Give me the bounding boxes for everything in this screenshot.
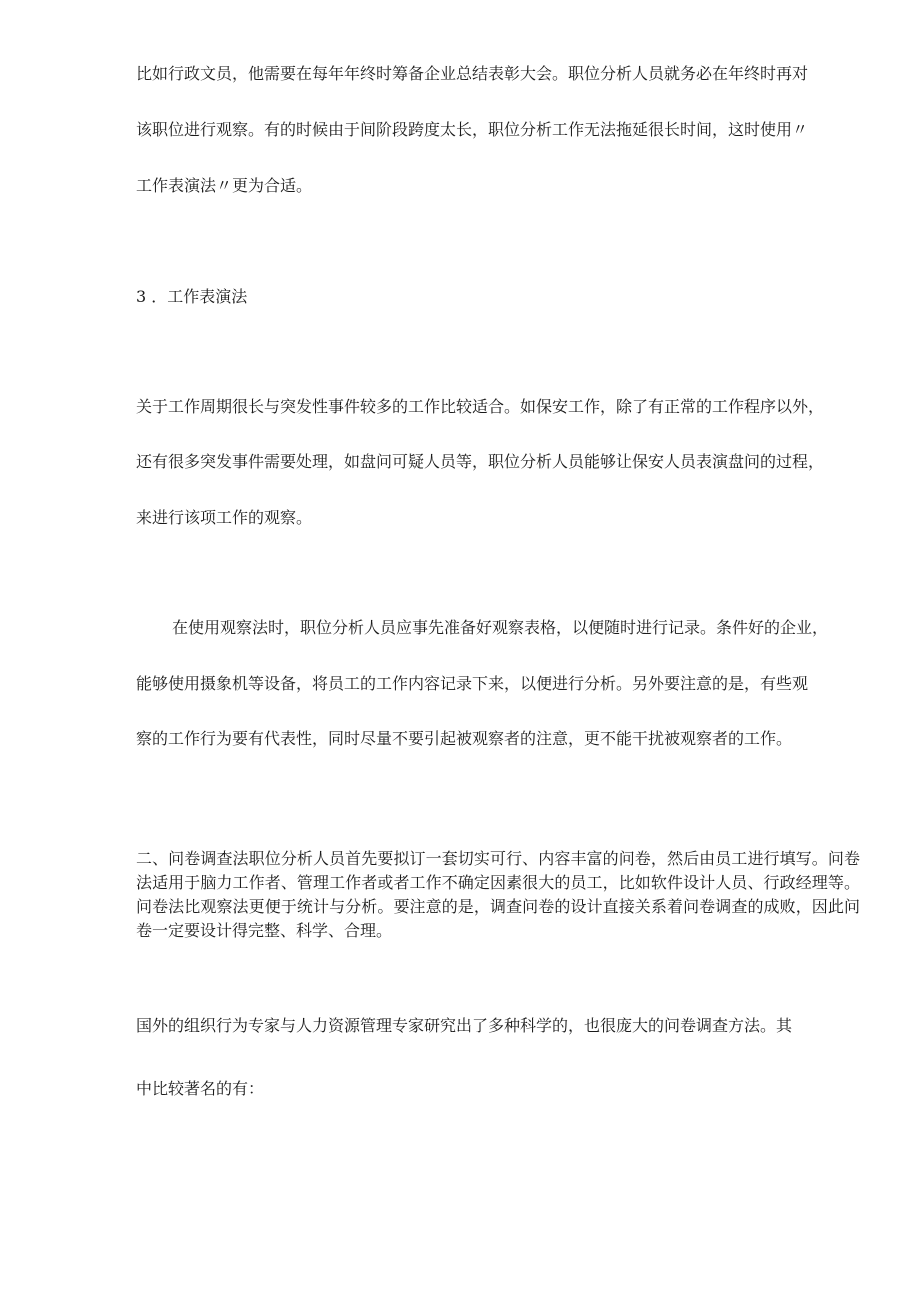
paragraph-3-line-1: 在使用观察法时，职位分析人员应事先准备好观察表格，以便随时进行记录。条件好的企业， [172, 618, 829, 637]
section-heading-3: 3 ．工作表演法 [136, 287, 248, 306]
paragraph-1-line-1: 比如行政文员，他需要在每年年终时筹备企业总结表彰大会。职位分析人员就务必在年终时再对 [136, 64, 809, 83]
paragraph-2-line-1: 关于工作周期很长与突发性事件较多的工作比较适合。如保安工作，除了有正常的工作程序以外， [136, 397, 825, 416]
paragraph-1-line-3: 工作表演法〃更为合适。 [136, 176, 313, 195]
paragraph-3-line-2: 能够使用摄象机等设备，将员工的工作内容记录下来，以便进行分析。另外要注意的是，有些观 [136, 674, 809, 693]
paragraph-5-line-2: 中比较著名的有： [136, 1079, 265, 1098]
paragraph-1-line-2: 该职位进行观察。有的时候由于间阶段跨度太长，职位分析工作无法拖延很长时间，这时使用〃 [136, 120, 809, 139]
paragraph-5-line-1: 国外的组织行为专家与人力资源管理专家研究出了多种科学的，也很庞大的问卷调查方法。其 [136, 1016, 793, 1035]
paragraph-4-questionnaire: 二、问卷调查法职位分析人员首先要拟订一套切实可行、内容丰富的问卷，然后由员工进行填写。问卷法适用于脑力工作者、管理工作者或者工作不确定因素很大的员工，比如软件设计人员、行政经理等。问卷法比观察法更便于统计与分析。要注意的是，调查问卷的设计直接关系着问卷调查的成败，因此问卷一定要设计得完整、科学、合理。 [136, 849, 860, 940]
paragraph-2-line-2: 还有很多突发事件需要处理，如盘问可疑人员等，职位分析人员能够让保安人员表演盘问的过程， [136, 452, 825, 471]
paragraph-3-line-3: 察的工作行为要有代表性，同时尽量不要引起被观察者的注意，更不能干扰被观察者的工作。 [136, 729, 793, 748]
paragraph-2-line-3: 来进行该项工作的观察。 [136, 508, 313, 527]
